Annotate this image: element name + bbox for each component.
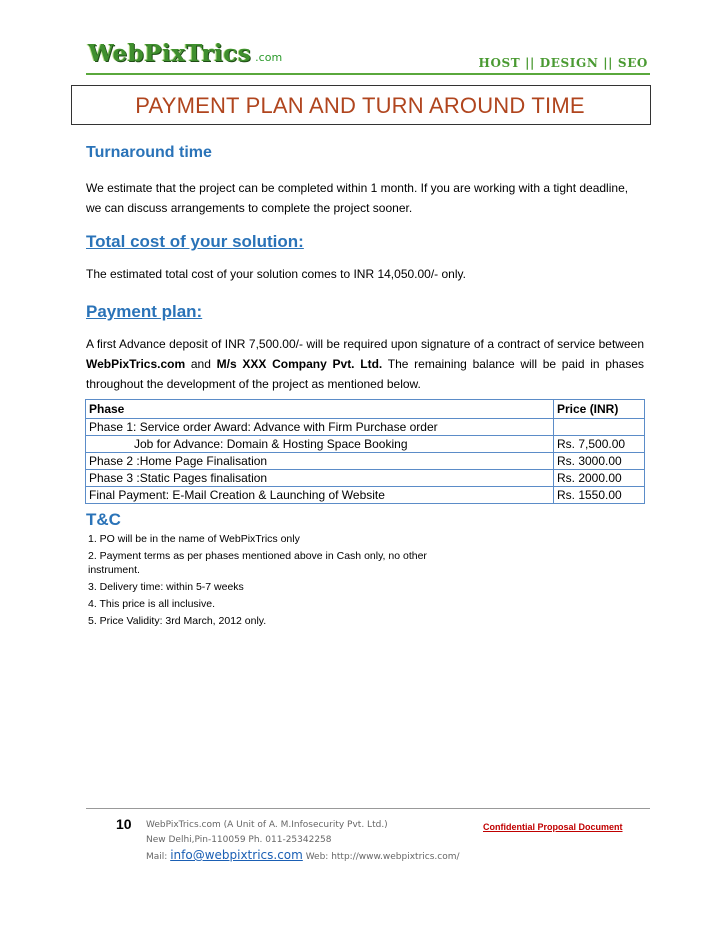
- price-cell: [554, 419, 645, 436]
- header-tagline: HOST || DESIGN || SEO: [478, 56, 648, 70]
- price-cell: Rs. 7,500.00: [554, 436, 645, 453]
- phase-cell: Final Payment: E-Mail Creation & Launching of Website: [86, 487, 554, 504]
- email-link[interactable]: info@webpixtrics.com: [170, 848, 303, 862]
- phase-cell: Phase 2 :Home Page Finalisation: [86, 453, 554, 470]
- payment-phases-table: [85, 399, 645, 504]
- price-cell: Rs. 1550.00: [554, 487, 645, 504]
- list-item: 1. PO will be in the name of WebPixTrics only: [88, 533, 300, 545]
- payment-text-part-3: The remaining balance will be paid in phases throughout the development of the project as mentioned below.: [86, 357, 644, 391]
- table-header-row: [86, 400, 645, 419]
- company-name-client: M/s XXX Company Pvt. Ltd.: [216, 357, 383, 371]
- webpixtrics-logo: [88, 40, 288, 70]
- footer-line-1: WebPixTrics.com (A Unit of A. M.Infosecurity Pvt. Ltd.): [146, 820, 388, 830]
- turnaround-text: We estimate that the project can be completed within 1 month. If you are working with a tight deadline, we can discuss arrangements to complete the project sooner.: [86, 181, 629, 215]
- table-row: [86, 487, 645, 504]
- logo-suffix: .com: [255, 51, 283, 64]
- phase-cell: Phase 1: Service order Award: Advance with Firm Purchase order: [86, 419, 554, 436]
- header-divider: [86, 73, 650, 75]
- website-text: Web: http://www.webpixtrics.com/: [302, 852, 460, 862]
- company-name-webpixtrics: WebPixTrics.com: [86, 357, 186, 371]
- footer-line-2: New Delhi,Pin-110059 Ph. 011-25342258: [146, 835, 332, 845]
- page-title: PAYMENT PLAN AND TURN AROUND TIME: [135, 93, 585, 118]
- table-row: [86, 453, 645, 470]
- payment-text-part-2: and: [185, 357, 217, 371]
- list-item: 3. Delivery time: within 5-7 weeks: [88, 581, 244, 593]
- mail-label: Mail:: [146, 852, 171, 862]
- header-phase: Phase: [86, 400, 554, 419]
- table-row: [86, 436, 645, 453]
- table-row: [86, 470, 645, 487]
- confidential-label: Confidential Proposal Document: [483, 822, 623, 832]
- price-cell: Rs. 3000.00: [554, 453, 645, 470]
- list-item: 4. This price is all inclusive.: [88, 598, 216, 610]
- page-number: 10: [116, 816, 132, 832]
- footer-divider: [86, 808, 650, 809]
- payment-text: [86, 334, 644, 394]
- tc-list: [88, 532, 448, 631]
- phase-cell: Job for Advance: Domain & Hosting Space Booking: [86, 436, 554, 453]
- list-item: 2. Payment terms as per phases mentioned above in Cash only, no other instrument.: [88, 550, 427, 576]
- cost-heading: Total cost of your solution:: [86, 232, 304, 251]
- payment-heading: Payment plan:: [86, 302, 203, 321]
- price-cell: Rs. 2000.00: [554, 470, 645, 487]
- table-row: [86, 419, 645, 436]
- footer-line-3: [146, 848, 460, 865]
- cost-text: The estimated total cost of your solution comes to INR 14,050.00/- only.: [86, 267, 466, 281]
- tc-heading: T&C: [86, 510, 121, 529]
- list-item: 5. Price Validity: 3rd March, 2012 only.: [88, 615, 267, 627]
- logo-text: WebPixTrics: [88, 40, 252, 67]
- phase-cell: Phase 3 :Static Pages finalisation: [86, 470, 554, 487]
- header-price: Price (INR): [554, 400, 645, 419]
- turnaround-heading: Turnaround time: [86, 144, 212, 161]
- payment-text-part-1: A first Advance deposit of INR 7,500.00/- will be required upon signature of a contract of service between: [86, 337, 644, 351]
- footer-address: [146, 818, 460, 865]
